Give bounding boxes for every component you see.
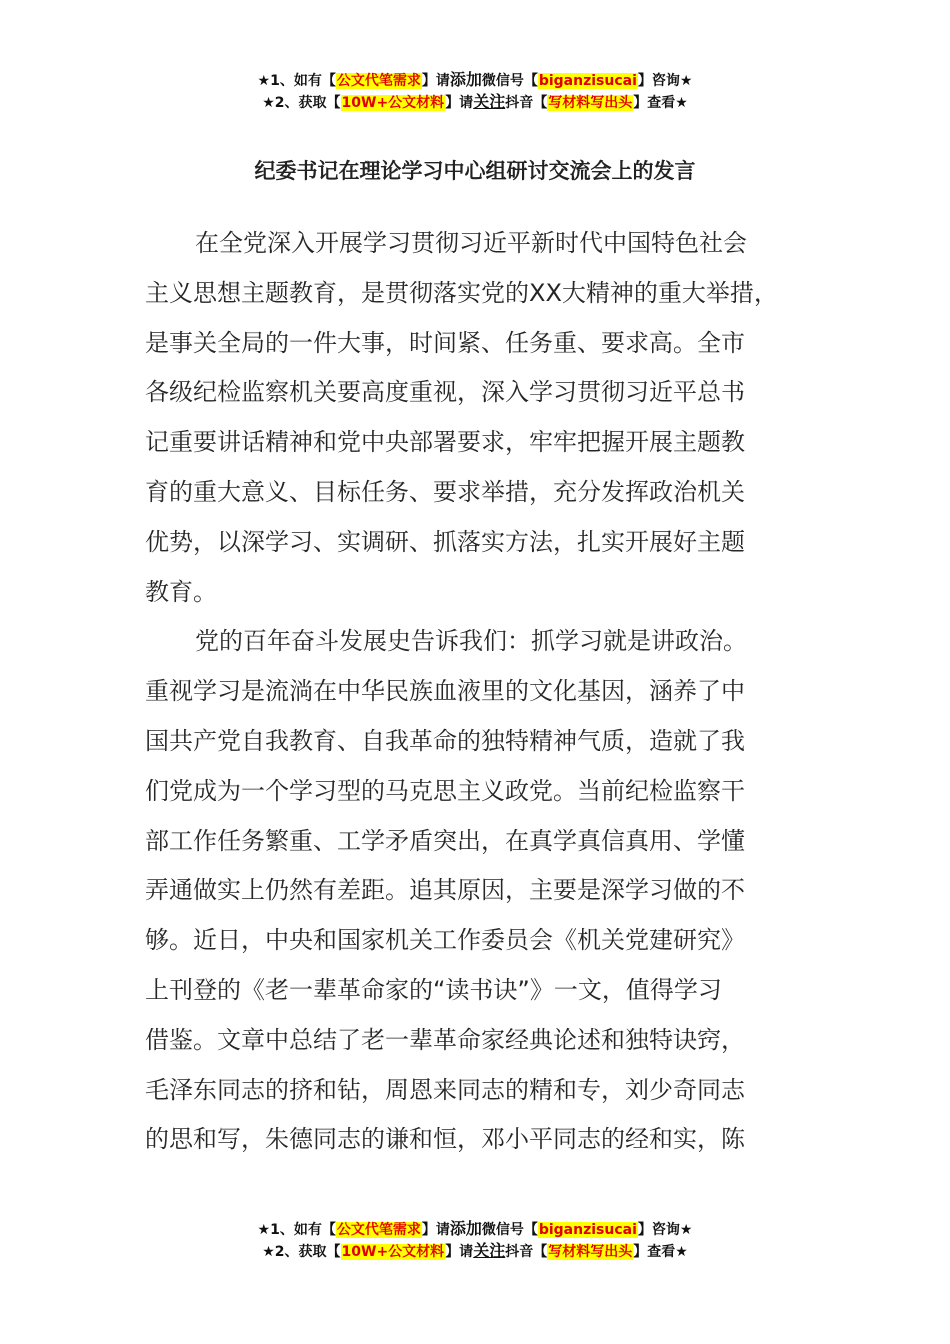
emphasis-word: 添加: [449, 1219, 482, 1238]
document-title: 纪委书记在理论学习中心组研讨交流会上的发言: [254, 159, 696, 183]
promo-text: 抖音【: [505, 1244, 548, 1260]
paragraph-line: 在全党深入开展学习贯彻习近平新时代中国特色社会: [195, 229, 747, 257]
promo-text: 】请: [421, 1222, 450, 1238]
paragraph-line: 优势，以深学习、实调研、抓落实方法，扎实开展好主题: [145, 527, 745, 556]
paragraph-line: 的思和写，朱德同志的谦和恒，邓小平同志的经和实，陈: [145, 1125, 745, 1154]
promo-line-2: [0, 91, 950, 113]
paragraph-line: 弄通做实上仍然有差距。追其原因，主要是深学习做的不: [145, 876, 745, 905]
paragraph-line: 重视学习是流淌在中华民族血液里的文化基因，涵养了中: [145, 677, 745, 706]
promo-text: 微信号【: [481, 1222, 538, 1238]
paragraph-line: 们党成为一个学习型的马克思主义政党。当前纪检监察干: [145, 776, 745, 805]
paragraph-line: 上刊登的《老一辈革命家的“读书诀”》一文，值得学习: [145, 975, 722, 1004]
highlight-service: 公文代笔需求: [336, 73, 421, 89]
promo-line-2: [0, 1240, 950, 1262]
promo-line-1: [0, 69, 950, 91]
underlined-word: 关注: [473, 1241, 506, 1260]
promo-text: 】咨询★: [637, 73, 693, 89]
paragraph-line: 教育。: [145, 577, 217, 606]
paragraph-line: 够。近日，中央和国家机关工作委员会《机关党建研究》: [145, 926, 745, 955]
highlight-service: 公文代笔需求: [336, 1222, 421, 1238]
paragraph-line: 国共产党自我教育、自我革命的独特精神气质，造就了我: [145, 726, 745, 755]
footer-promo: [0, 1218, 950, 1262]
promo-text: 】请: [445, 95, 474, 111]
promo-text: 】查看★: [633, 1244, 688, 1260]
highlight-wechat-id: biganzisucai: [538, 73, 637, 89]
paragraph-line: 主义思想主题教育，是贯彻落实党的XX大精神的重大举措，: [145, 278, 778, 307]
emphasis-word: 添加: [449, 70, 482, 89]
paragraph-line: 是事关全局的一件大事，时间紧、任务重、要求高。全市: [145, 328, 745, 357]
promo-text: 微信号【: [481, 73, 538, 89]
paragraph-line: 记重要讲话精神和党中央部署要求，牢牢把握开展主题教: [145, 428, 745, 457]
highlight-douyin-account: 写材料写出头: [548, 1244, 633, 1260]
promo-text: 】请: [445, 1244, 474, 1260]
document-body: [145, 219, 835, 1165]
promo-text: 】请: [421, 73, 450, 89]
promo-text: 抖音【: [505, 95, 548, 111]
paragraph-line: 育的重大意义、目标任务、要求举措，充分发挥政治机关: [145, 477, 745, 506]
promo-text: ★2、获取【: [262, 95, 341, 111]
paragraph-line: 党的百年奋斗发展史告诉我们：抓学习就是讲政治。: [195, 627, 747, 656]
paragraph-line: 借鉴。文章中总结了老一辈革命家经典论述和独特诀窍，: [145, 1025, 745, 1054]
promo-text: ★1、如有【: [257, 1222, 336, 1238]
promo-text: 】咨询★: [637, 1222, 693, 1238]
promo-text: ★1、如有【: [257, 73, 336, 89]
highlight-materials: 10W+公文材料: [341, 95, 445, 111]
paragraph-line: 各级纪检监察机关要高度重视，深入学习贯彻习近平总书: [145, 378, 745, 407]
highlight-douyin-account: 写材料写出头: [548, 95, 633, 111]
paragraph-line: 毛泽东同志的挤和钻，周恩来同志的精和专，刘少奇同志: [145, 1075, 745, 1104]
underlined-word: 关注: [473, 92, 506, 111]
highlight-wechat-id: biganzisucai: [538, 1222, 637, 1238]
header-promo: [0, 69, 950, 113]
promo-text: ★2、获取【: [262, 1244, 341, 1260]
promo-line-1: [0, 1218, 950, 1240]
promo-text: 】查看★: [633, 95, 688, 111]
paragraph-line: 部工作任务繁重、工学矛盾突出，在真学真信真用、学懂: [145, 826, 745, 855]
highlight-materials: 10W+公文材料: [341, 1244, 445, 1260]
